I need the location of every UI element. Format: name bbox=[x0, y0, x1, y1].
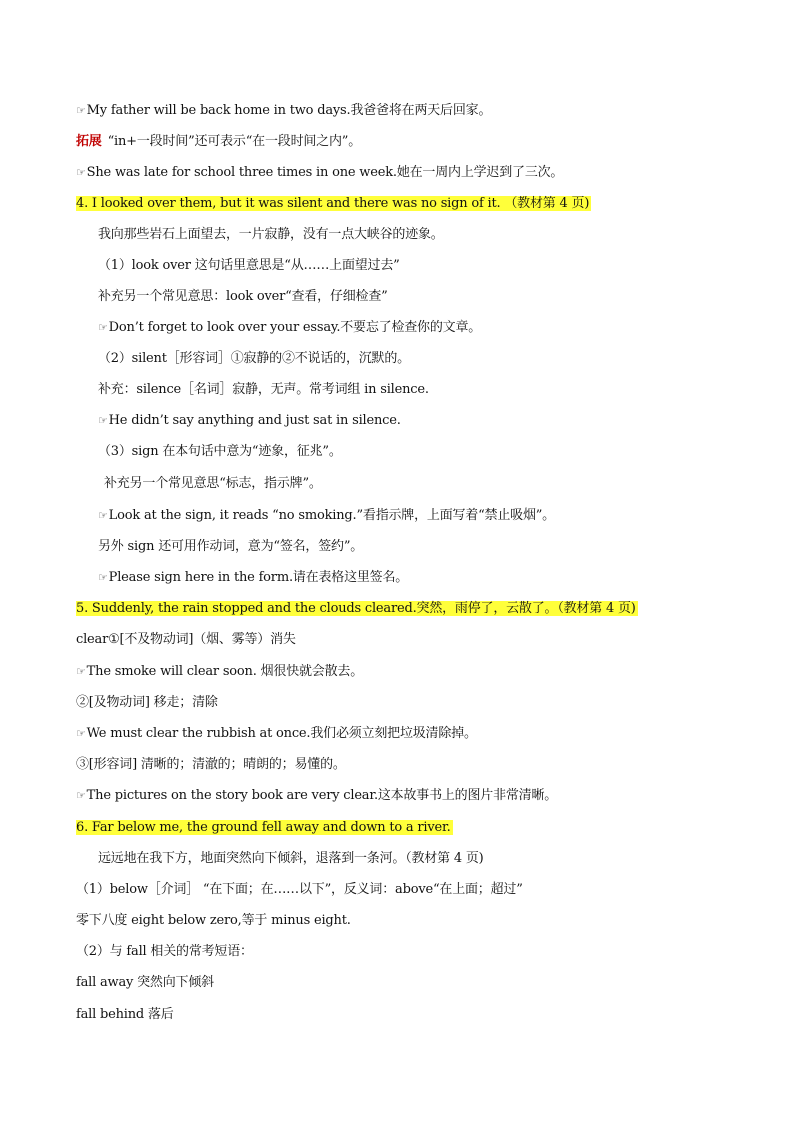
example-line: ☞Please sign here in the form.请在表格这里签名。 bbox=[98, 570, 409, 585]
note-line: ②[及物动词] 移走；清除 bbox=[76, 695, 218, 710]
extension-note: 拓展 “in+一段时间”还可表示“在一段时间之内”。 bbox=[76, 134, 362, 149]
note-line: 补充另一个常见意思：look over“查看，仔细检查” bbox=[98, 289, 388, 304]
example-line: ☞Look at the sign, it reads “no smoking.”看指示牌，上面写着“禁止吸烟”。 bbox=[98, 508, 555, 523]
example-line: ☞My father will be back home in two days.我爸爸将在两天后回家。 bbox=[76, 103, 492, 118]
pointing-hand-icon: ☞ bbox=[76, 665, 86, 678]
note-line: （2）silent［形容词］①寂静的②不说话的，沉默的。 bbox=[98, 351, 410, 366]
pointing-hand-icon: ☞ bbox=[76, 104, 86, 117]
phrase-line: fall behind 落后 bbox=[76, 1007, 174, 1022]
translation-line: 远远地在我下方，地面突然向下倾斜，退落到一条河。（教材第 4 页) bbox=[98, 851, 484, 866]
note-line: （2）与 fall 相关的常考短语： bbox=[76, 944, 253, 959]
note-line: clear①[不及物动词]（烟、雾等）消失 bbox=[76, 632, 296, 647]
pointing-hand-icon: ☞ bbox=[98, 571, 108, 584]
example-line: ☞Don’t forget to look over your essay.不要忘了检查你的文章。 bbox=[98, 320, 482, 335]
note-line: （1）look over 这句话里意思是“从……上面望过去” bbox=[98, 258, 400, 273]
note-line: ③[形容词] 清晰的；清澈的；晴朗的；易懂的。 bbox=[76, 757, 346, 772]
note-line: 补充：silence［名词］寂静，无声。常考词组 in silence. bbox=[98, 382, 429, 397]
pointing-hand-icon: ☞ bbox=[76, 166, 86, 179]
note-line: （3）sign 在本句话中意为“迹象，征兆”。 bbox=[98, 444, 342, 459]
translation-line: 我向那些岩石上面望去，一片寂静，没有一点大峡谷的迹象。 bbox=[98, 227, 444, 242]
note-line: 零下八度 eight below zero,等于 minus eight. bbox=[76, 913, 351, 928]
example-line: ☞We must clear the rubbish at once.我们必须立刻把垃圾清除掉。 bbox=[76, 726, 477, 741]
note-line: 另外 sign 还可用作动词，意为“签名，签约”。 bbox=[98, 539, 364, 554]
key-sentence-4: 4. I looked over them, but it was silent and there was no sign of it. （教材第 4 页) bbox=[76, 196, 590, 211]
note-line: （1）below［介词］ “在下面；在……以下”，反义词：above“在上面；超过” bbox=[76, 882, 523, 897]
pointing-hand-icon: ☞ bbox=[76, 727, 86, 740]
example-line: ☞The smoke will clear soon. 烟很快就会散去。 bbox=[76, 664, 363, 679]
pointing-hand-icon: ☞ bbox=[98, 321, 108, 334]
key-sentence-6: 6. Far below me, the ground fell away and down to a river. bbox=[76, 820, 451, 835]
example-line: ☞She was late for school three times in one week.她在一周内上学迟到了三次。 bbox=[76, 165, 564, 180]
key-sentence-5: 5. Suddenly, the rain stopped and the clouds cleared.突然，雨停了，云散了。（教材第 4 页) bbox=[76, 601, 636, 616]
example-line: ☞He didn’t say anything and just sat in silence. bbox=[98, 413, 401, 428]
note-line: 补充另一个常见意思“标志，指示牌”。 bbox=[104, 476, 322, 491]
pointing-hand-icon: ☞ bbox=[76, 789, 86, 802]
phrase-line: fall away 突然向下倾斜 bbox=[76, 975, 214, 990]
extension-label: 拓展 bbox=[76, 134, 102, 149]
example-line: ☞The pictures on the story book are very clear.这本故事书上的图片非常清晰。 bbox=[76, 788, 558, 803]
pointing-hand-icon: ☞ bbox=[98, 414, 108, 427]
pointing-hand-icon: ☞ bbox=[98, 509, 108, 522]
